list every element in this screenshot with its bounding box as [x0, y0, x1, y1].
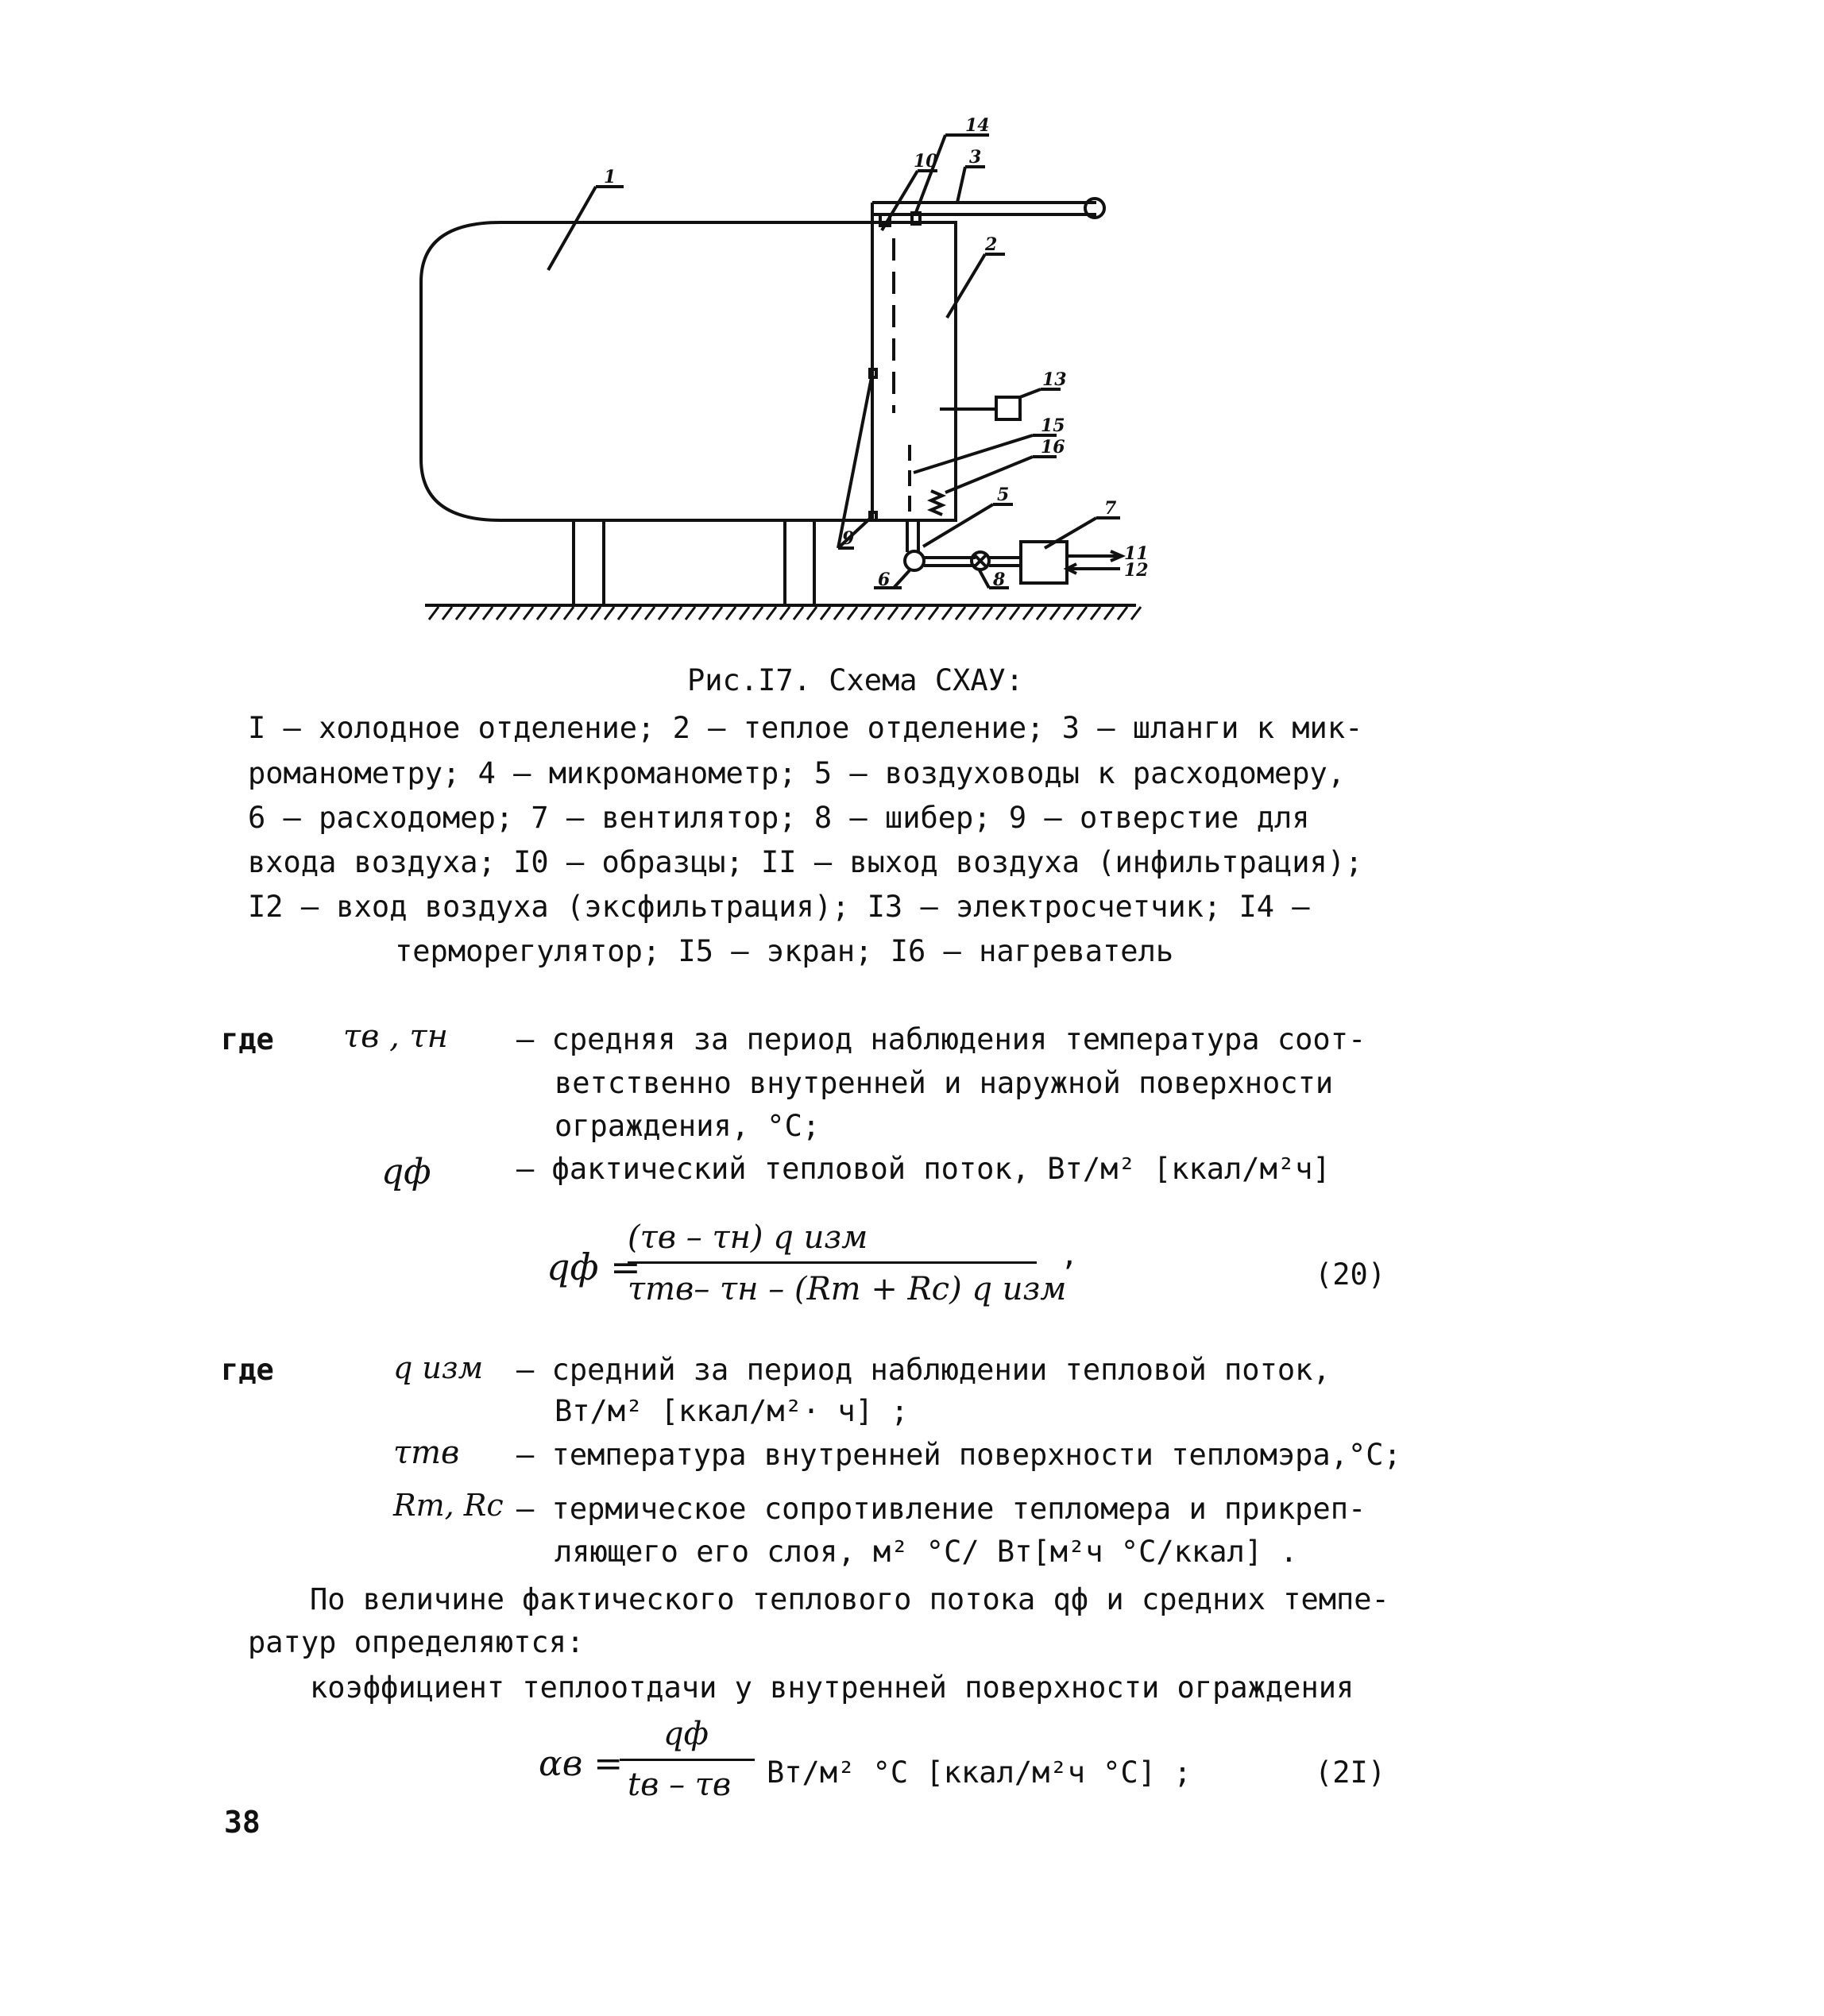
hatch-stroke [483, 607, 493, 620]
callout-9: 9 [842, 528, 855, 549]
callout-14: 14 [965, 115, 990, 136]
callout-10: 10 [914, 151, 938, 172]
hatch-stroke [1064, 607, 1073, 620]
definition-line: – температура внутренней поверхности тепломэра,°С; [516, 1438, 1401, 1472]
hatch-stroke [1077, 607, 1087, 620]
formula-21-lhs: αв = [539, 1744, 624, 1784]
schematic-diagram [0, 0, 1824, 651]
hatch-stroke [564, 607, 574, 620]
hatch-stroke [915, 607, 925, 620]
hatch-stroke [456, 607, 466, 620]
definition-line: – средняя за период наблюдения температура соот- [516, 1022, 1366, 1056]
fraction-bar [628, 1261, 1037, 1264]
caption-line: входа воздуха; I0 – образцы; II – выход воздуха (инфильтрация); [248, 845, 1363, 879]
hatch-stroke [699, 607, 709, 620]
callout-8: 8 [993, 570, 1006, 590]
hatch-stroke [821, 607, 830, 620]
hatch-stroke [1104, 607, 1114, 620]
callout-12: 12 [1124, 560, 1149, 581]
formula-20-numerator: (τв – τн) q изм [628, 1219, 868, 1256]
hatch-stroke [834, 607, 844, 620]
hatch-stroke [1118, 607, 1127, 620]
hatch-stroke [442, 607, 452, 620]
callout-15: 15 [1041, 415, 1065, 436]
callout-1: 1 [604, 167, 616, 187]
hatch-stroke [605, 607, 614, 620]
caption-line: I2 – вход воздуха (эксфильтрация); I3 – электросчетчик; I4 – [248, 890, 1310, 924]
hatch-stroke [726, 607, 736, 620]
hatch-stroke [875, 607, 884, 620]
callout-13: 13 [1042, 369, 1067, 390]
hatch-stroke [645, 607, 655, 620]
hatch-stroke [497, 607, 506, 620]
hatch-stroke [591, 607, 601, 620]
hatch-stroke [537, 607, 547, 620]
definition-line: ограждения, °С; [555, 1109, 821, 1143]
formula-20-number: (20) [1315, 1257, 1386, 1292]
hatch-stroke [1091, 607, 1100, 620]
caption-line: 6 – расходомер; 7 – вентилятор; 8 – шибер; 9 – отверстие для [248, 801, 1310, 835]
paragraph-line: ратур определяются: [248, 1625, 585, 1659]
symbol-tau-tv: τтв [393, 1435, 460, 1471]
callout-3: 3 [969, 147, 982, 168]
hatch-stroke [632, 607, 641, 620]
hatch-stroke [429, 607, 439, 620]
warm-compartment-body [872, 222, 956, 520]
callout-6: 6 [878, 570, 891, 590]
formula-20-denominator: τтв– τн – (Rт + Rс) q изм [628, 1271, 1067, 1307]
formula-21-numerator: qф [663, 1716, 709, 1752]
hatch-stroke [1010, 607, 1019, 620]
hatch-stroke [902, 607, 911, 620]
electric-meter [996, 397, 1020, 419]
fan [1021, 542, 1067, 583]
paragraph-line: По величине фактического теплового потока qф и средних темпе- [310, 1582, 1389, 1616]
hatch-stroke [713, 607, 722, 620]
symbol-tau-v-tau-n: τв , τн [343, 1018, 449, 1055]
caption-line: I – холодное отделение; 2 – теплое отделение; 3 – шланги к мик- [248, 711, 1363, 745]
definition-line: – термическое сопротивление тепломера и прикреп- [516, 1492, 1366, 1526]
fraction-bar [620, 1759, 755, 1761]
hatch-stroke [861, 607, 871, 620]
formula-20-lhs: qф = [547, 1246, 641, 1288]
flowmeter [905, 551, 924, 570]
callout-7: 7 [1104, 498, 1117, 519]
hatch-stroke [524, 607, 533, 620]
hatch-stroke [740, 607, 749, 620]
formula-21-units: Вт/м² °С [ккал/м²ч °С] ; [767, 1755, 1192, 1790]
symbol-r-t-r-c: Rт, Rс [393, 1488, 504, 1523]
callout-5: 5 [997, 485, 1010, 505]
callout-11: 11 [1124, 543, 1149, 564]
hatch-stroke [1037, 607, 1046, 620]
hatch-stroke [929, 607, 938, 620]
page-number: 38 [224, 1805, 261, 1840]
figure-caption-title: Рис.I7. Схема СХАУ: [687, 663, 1024, 697]
ground-hatching [429, 607, 1141, 620]
hatch-stroke [767, 607, 776, 620]
definition-line: – средний за период наблюдении тепловой поток, [516, 1353, 1331, 1387]
paragraph-line: коэффициент теплоотдачи у внутренней поверхности ограждения [310, 1670, 1354, 1705]
callout-16: 16 [1041, 437, 1065, 458]
hatch-stroke [1131, 607, 1141, 620]
hatch-stroke [848, 607, 857, 620]
hatch-stroke [888, 607, 898, 620]
hatch-stroke [686, 607, 695, 620]
cold-compartment-body [421, 222, 872, 520]
formula-20-comma: , [1061, 1238, 1079, 1272]
hatch-stroke [753, 607, 763, 620]
caption-line: романометру; 4 – микроманометр; 5 – воздуховоды к расходомеру, [248, 756, 1346, 790]
definition-line: – фактический тепловой поток, Вт/м² [ккал/м²ч] [516, 1152, 1331, 1186]
where-label: где [221, 1353, 274, 1387]
hatch-stroke [551, 607, 560, 620]
hatch-stroke [794, 607, 803, 620]
formula-21-number: (2I) [1315, 1755, 1386, 1790]
hatch-stroke [470, 607, 479, 620]
hatch-stroke [510, 607, 520, 620]
hatch-stroke [578, 607, 587, 620]
callout-2: 2 [985, 234, 998, 255]
hatch-stroke [672, 607, 682, 620]
hatch-stroke [1023, 607, 1033, 620]
hatch-stroke [659, 607, 668, 620]
heater [931, 491, 942, 515]
symbol-q-f: qф [381, 1152, 431, 1192]
hatch-stroke [780, 607, 790, 620]
formula-21-denominator: tв – τв [628, 1767, 732, 1803]
definition-line: Вт/м² [ккал/м²· ч] ; [555, 1394, 909, 1428]
hatch-stroke [956, 607, 965, 620]
caption-line: терморегулятор; I5 – экран; I6 – нагреватель [395, 934, 1174, 968]
hatch-stroke [996, 607, 1006, 620]
where-label: где [221, 1022, 274, 1056]
hatch-stroke [983, 607, 992, 620]
hatch-stroke [618, 607, 628, 620]
hatch-stroke [969, 607, 979, 620]
hatch-stroke [942, 607, 952, 620]
symbol-q-izm: q изм [393, 1350, 484, 1385]
hatch-stroke [807, 607, 817, 620]
hatch-stroke [1050, 607, 1060, 620]
definition-line: ветственно внутренней и наружной поверхности [555, 1066, 1334, 1100]
definition-line: ляющего его слоя, м² °С/ Вт[м²ч °С/ккал] . [555, 1535, 1298, 1569]
